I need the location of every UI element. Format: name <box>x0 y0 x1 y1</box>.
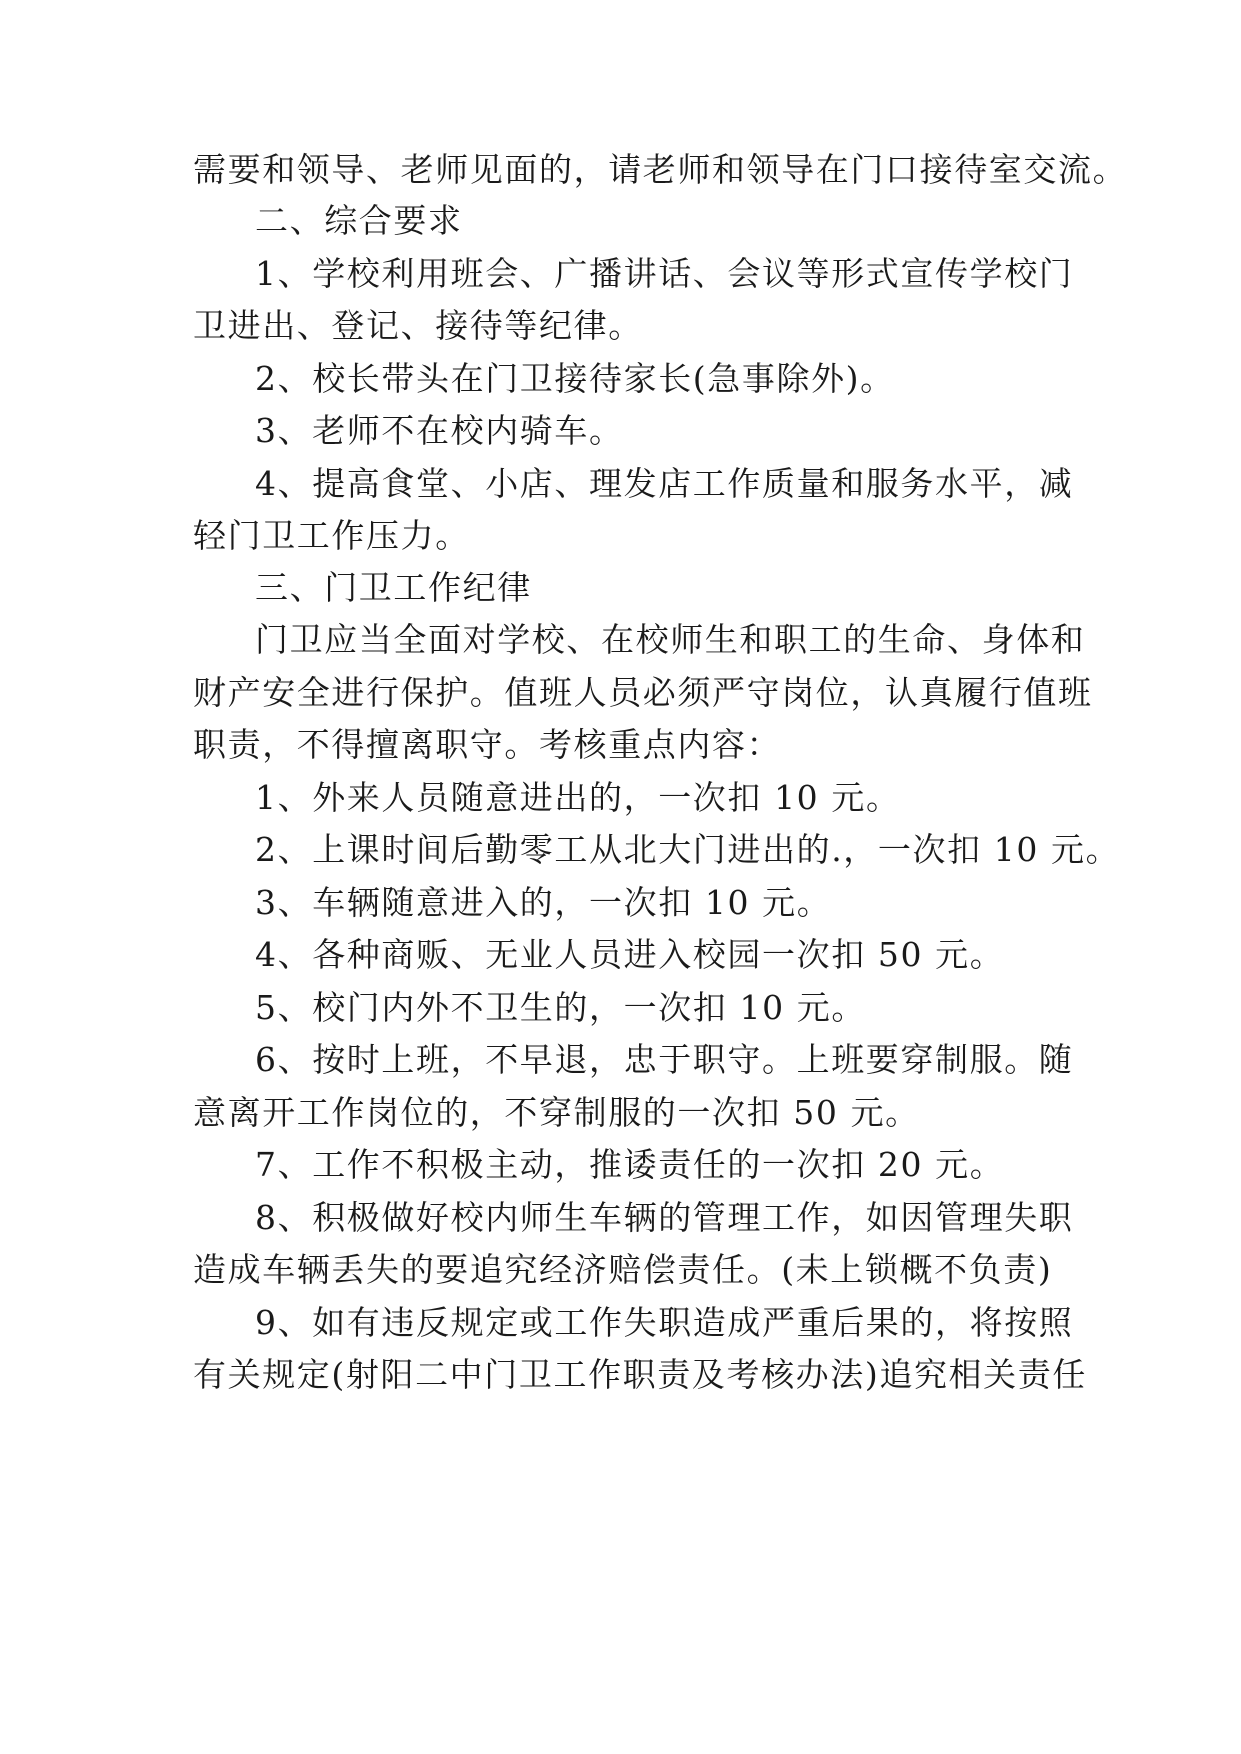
text-line: 职责，不得擅离职守。考核重点内容： <box>193 725 782 764</box>
list-item: 3、车辆随意进入的，一次扣 10 元。 <box>255 883 832 922</box>
list-item: 5、校门内外不卫生的，一次扣 10 元。 <box>255 988 866 1027</box>
text-line: 轻门卫工作压力。 <box>193 516 470 555</box>
text-line: 需要和领导、老师见面的，请老师和领导在门口接待室交流。 <box>193 150 1128 189</box>
list-item: 8、积极做好校内师生车辆的管理工作，如因管理失职 <box>255 1198 1074 1237</box>
text-line: 造成车辆丢失的要追究经济赔偿责任。(未上锁概不负责) <box>193 1250 1053 1289</box>
list-item: 9、如有违反规定或工作失职造成严重后果的，将按照 <box>255 1303 1074 1342</box>
text-line: 财产安全进行保护。值班人员必须严守岗位，认真履行值班 <box>193 673 1093 712</box>
text-line: 卫进出、登记、接待等纪律。 <box>193 306 643 345</box>
text-line: 有关规定(射阳二中门卫工作职责及考核办法)追究相关责任 <box>193 1355 1087 1394</box>
text-line: 意离开工作岗位的，不穿制服的一次扣 50 元。 <box>193 1093 920 1132</box>
list-item: 3、老师不在校内骑车。 <box>255 411 624 450</box>
list-item: 4、提高食堂、小店、理发店工作质量和服务水平，减 <box>255 464 1074 503</box>
list-item: 6、按时上班，不早退，忠于职守。上班要穿制服。随 <box>255 1040 1074 1079</box>
paragraph-line: 门卫应当全面对学校、在校师生和职工的生命、身体和 <box>255 620 1086 659</box>
list-item: 1、学校利用班会、广播讲话、会议等形式宣传学校门 <box>255 254 1074 293</box>
section-heading: 三、门卫工作纪律 <box>255 568 532 607</box>
section-heading: 二、综合要求 <box>255 201 463 240</box>
list-item: 2、校长带头在门卫接待家长(急事除外)。 <box>255 359 895 398</box>
list-item: 4、各种商贩、无业人员进入校园一次扣 50 元。 <box>255 935 1005 974</box>
list-item: 2、上课时间后勤零工从北大门进出的.，一次扣 10 元。 <box>255 830 1121 869</box>
list-item: 1、外来人员随意进出的，一次扣 10 元。 <box>255 778 901 817</box>
list-item: 7、工作不积极主动，推诿责任的一次扣 20 元。 <box>255 1145 1005 1184</box>
